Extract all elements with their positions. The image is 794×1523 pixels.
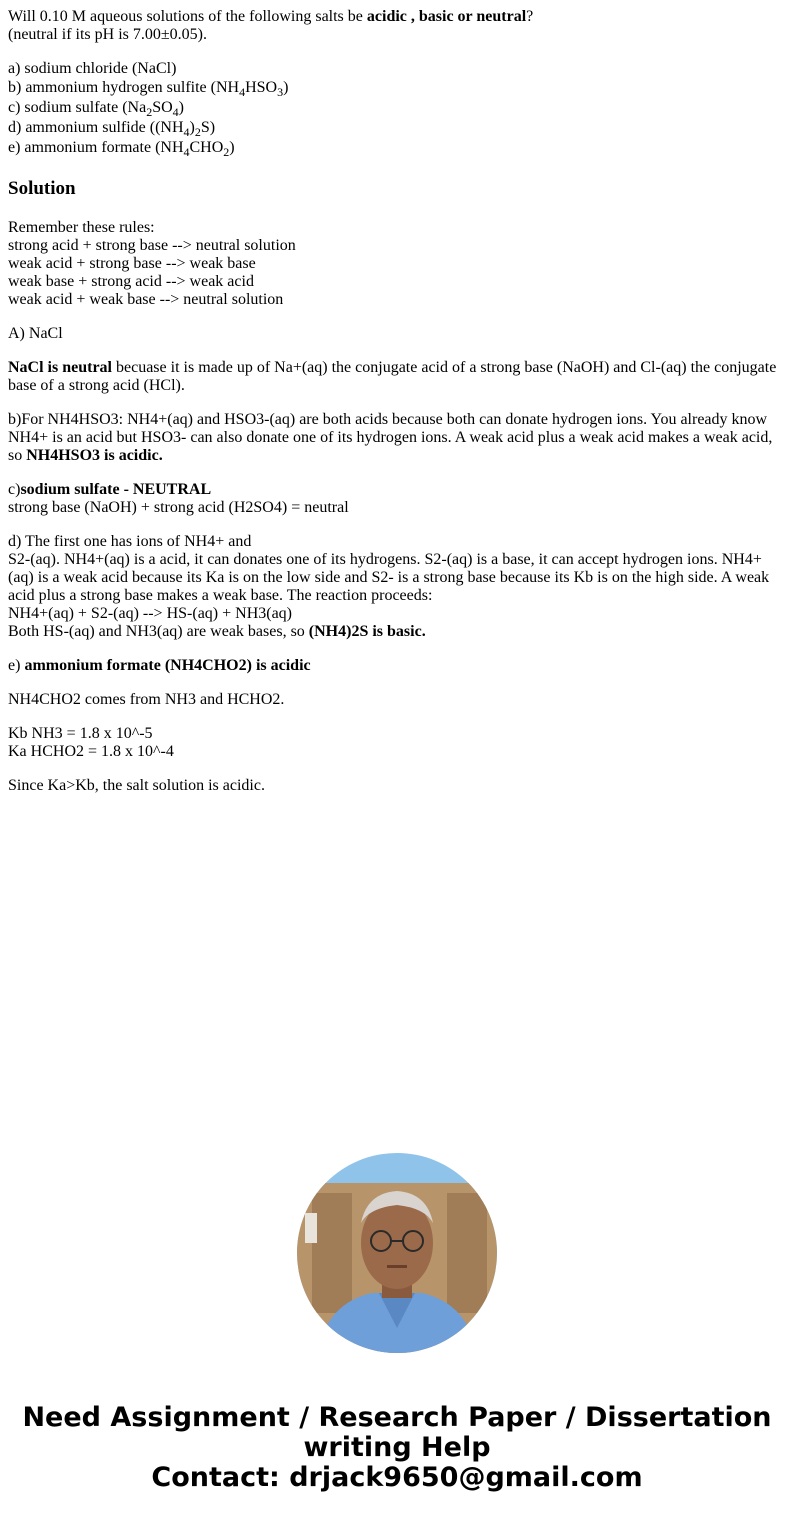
solution-heading: Solution: [8, 178, 76, 199]
document-body: [8, 8, 786, 811]
question-item-d: d) ammonium sulfide $((NH_4)_2S)$: [8, 119, 216, 139]
question-intro-text: Will 0.10 M aqueous solutions of the following salts be: [8, 8, 367, 25]
question-item-b: b) ammonium hydrogen sulfite $(NH_4HSO_3)$: [8, 79, 289, 99]
rules-block: [8, 219, 786, 309]
answer-e-heading: e) ammonium formate (NH4CHO2) is acidic: [8, 657, 311, 674]
author-portrait-icon: [297, 1153, 497, 1353]
question-intro-bold: acidic , basic or neutral: [366, 8, 527, 25]
question-intro: [8, 8, 786, 26]
question-item-a: a) sodium chloride (NaCl): [8, 60, 177, 77]
rules-title: Remember these rules:: [8, 219, 155, 236]
rule-item: weak acid + strong base --> weak base: [8, 255, 256, 272]
footer-line-1: Need Assignment / Research Paper / Dissertation writing Help: [22, 1402, 772, 1463]
question-item-c: c) sodium sulfate $(Na_2SO_4)$: [8, 99, 184, 119]
question-item-e: e) ammonium formate $(NH_4CHO_2)$: [8, 139, 235, 159]
answer-c-explanation: c)sodium sulfate - NEUTRAL strong base (NaOH) + strong acid (H2SO4) = neutral: [8, 481, 349, 516]
answer-b-explanation: b)For NH4HSO3: NH4+(aq) and HSO3-(aq) are both acids because both can donate hydrogen ions. You already know NH4+ is an acid but HSO3- can also donate one of its hydrogen ions. A weak acid plus a weak acid makes a weak acid, so NH4HSO3 is acidic.: [8, 411, 773, 464]
answer-d-explanation: d) The first one has ions of NH4+ and S2-(aq). NH4+(aq) is a acid, it can donates one of its hydrogens. S2-(aq) is a base, it can accept hydrogen ions. NH4+(aq) is a weak acid because its Ka is on the low side and S2- is a strong base because its Kb is on the high side. A weak acid plus a strong base makes a weak base. The reaction proceeds: NH4+(aq) + S2-(aq) --> HS-(aq) + NH3(aq) Both HS-(aq) and NH3(aq) are weak bases, so (NH4)2S is basic.: [8, 533, 770, 640]
question-list: [8, 60, 786, 158]
answer-e-origin: NH4CHO2 comes from NH3 and HCHO2.: [8, 691, 285, 708]
rule-item: weak base + strong acid --> weak acid: [8, 273, 254, 290]
answer-e-constants: Kb NH3 = 1.8 x 10^-5 Ka HCHO2 = 1.8 x 10^-4: [8, 725, 174, 760]
rule-item: strong acid + strong base --> neutral solution: [8, 237, 296, 254]
neutral-note: (neutral if its pH is 7.00±0.05).: [8, 26, 207, 43]
answer-a-explanation: NaCl is neutral becuase it is made up of Na+(aq) the conjugate acid of a strong base (NaOH) and Cl-(aq) the conjugate base of a strong acid (HCl).: [8, 359, 777, 394]
answer-e-conclusion: Since Ka>Kb, the salt solution is acidic.: [8, 777, 265, 794]
author-avatar: [297, 1153, 497, 1353]
answer-a-label: A) NaCl: [8, 325, 63, 342]
question-intro-end: ?: [526, 8, 534, 25]
reaction-equation: NH4+(aq) + S2-(aq) --> HS-(aq) + NH3(aq): [8, 605, 293, 622]
footer-contact: Contact: drjack9650@gmail.com: [151, 1462, 643, 1493]
footer-banner: [0, 1403, 794, 1493]
rule-item: weak acid + weak base --> neutral solution: [8, 291, 284, 308]
